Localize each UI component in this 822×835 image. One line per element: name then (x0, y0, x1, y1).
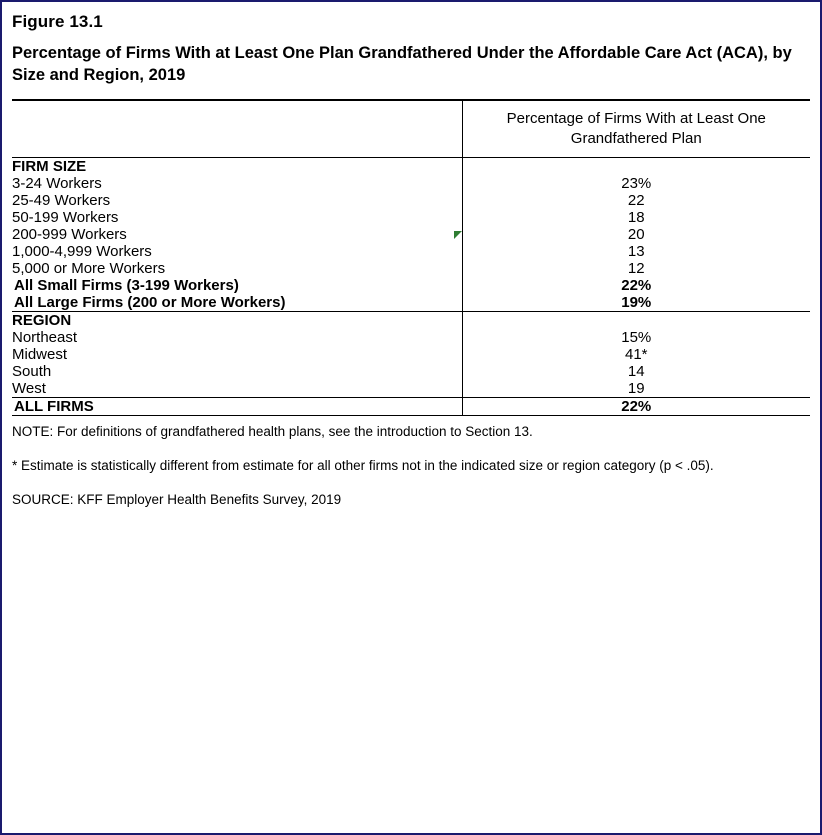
table-row (12, 209, 810, 226)
total-row-label: ALL FIRMS (14, 397, 94, 415)
table-row (12, 277, 810, 294)
row-label: West (12, 379, 46, 397)
row-value: 19 (462, 380, 810, 397)
row-value: 22 (462, 192, 810, 209)
section-heading-firm-size-value (462, 157, 810, 175)
row-label: 25-49 Workers (12, 191, 111, 209)
row-value: 13 (462, 243, 810, 260)
row-label: South (12, 362, 52, 380)
row-label: Northeast (12, 328, 78, 346)
row-value: 18 (462, 209, 810, 226)
table-row (12, 294, 810, 311)
row-value: 20 (462, 226, 810, 243)
table-row (12, 175, 810, 192)
row-value: 41* (462, 346, 810, 363)
row-value: 19% (462, 294, 810, 311)
row-label: Midwest (12, 345, 68, 363)
row-value: 15% (462, 329, 810, 346)
section-heading-region-value (462, 311, 810, 329)
figure-title: Percentage of Firms With at Least One Plan Grandfathered Under the Affordable Care Act (ACA), by Size and Region, 2019 (12, 44, 792, 85)
row-label: 200-999 Workers (12, 225, 127, 243)
table-row (12, 192, 810, 209)
table-bottom-rule (12, 415, 810, 416)
table-total-row (12, 397, 810, 415)
footnotes (12, 422, 810, 511)
footnote-asterisk: * Estimate is statistically different from estimate for all other firms not in the indicated size or region category (p < .05). (12, 457, 714, 473)
row-label: All Small Firms (3-199 Workers) (14, 276, 239, 294)
table-row (12, 226, 810, 243)
grandfathered-plans-table (12, 101, 810, 416)
header-percentage-cell (462, 101, 810, 157)
row-value: 23% (462, 175, 810, 192)
table-row (12, 363, 810, 380)
row-label: All Large Firms (200 or More Workers) (14, 293, 286, 311)
row-value: 12 (462, 260, 810, 277)
table-row (12, 380, 810, 397)
total-row-value: 22% (462, 397, 810, 415)
footnote-source: SOURCE: KFF Employer Health Benefits Survey, 2019 (12, 492, 342, 508)
green-arrow-marker-icon (454, 231, 462, 239)
figure-label: Figure 13.1 (12, 12, 103, 31)
header-empty-cell (12, 101, 462, 157)
table-row (12, 329, 810, 346)
row-label: 5,000 or More Workers (12, 259, 166, 277)
table-row (12, 260, 810, 277)
table-header-row (12, 101, 810, 157)
footnote-note: NOTE: For definitions of grandfathered health plans, see the introduction to Section 13. (12, 423, 533, 439)
row-value: 22% (462, 277, 810, 294)
section-heading-row (12, 311, 810, 329)
row-label: 1,000-4,999 Workers (12, 242, 152, 260)
row-label: 3-24 Workers (12, 174, 102, 192)
row-label: 50-199 Workers (12, 208, 119, 226)
table-row (12, 243, 810, 260)
section-heading-region: REGION (12, 311, 72, 329)
section-heading-row (12, 157, 810, 175)
table-row (12, 346, 810, 363)
section-heading-firm-size: FIRM SIZE (12, 157, 87, 175)
column-header-label: Percentage of Firms With at Least One Grandfathered Plan (506, 110, 766, 147)
row-value: 14 (462, 363, 810, 380)
